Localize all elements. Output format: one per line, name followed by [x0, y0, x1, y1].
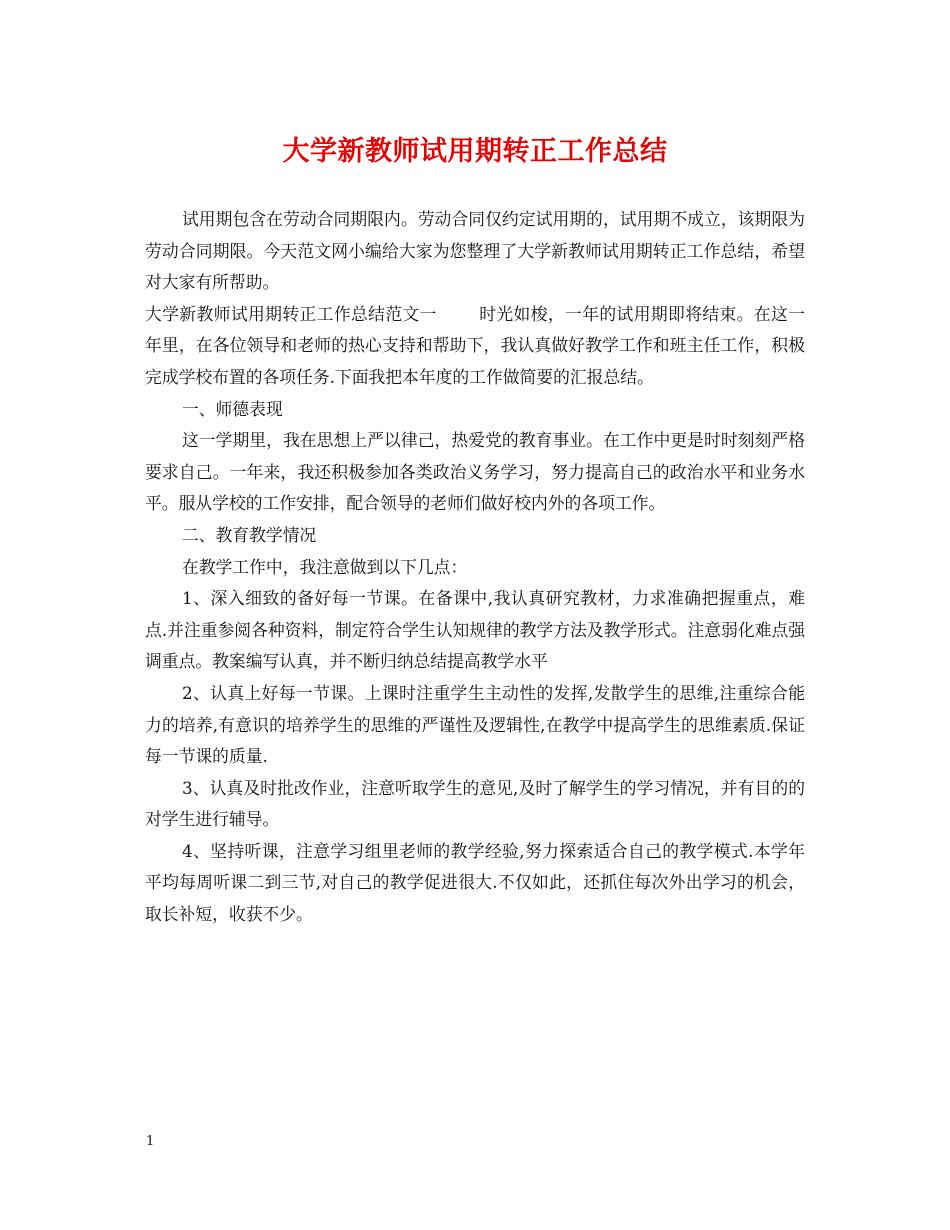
- paragraph-ethics: 这一学期里，我在思想上严以律己，热爱党的教育事业。在工作中更是时时刻刻严格要求自己。一年来，我还积极参加各类政治义务学习，努力提高自己的政治水平和业务水平。服从学校的工作安排，配合领导的老师们做好校内外的各项工作。: [145, 430, 805, 514]
- paragraph-teaching-intro: 在教学工作中，我注意做到以下几点：: [181, 556, 468, 577]
- section-heading-ethics: 一、师德表现: [181, 398, 283, 419]
- document-body: [145, 204, 805, 931]
- sample-heading: 大学新教师试用期转正工作总结范文一: [145, 303, 437, 324]
- paragraph-intro: 试用期包含在劳动合同期限内。劳动合同仅约定试用期的，试用期不成立，该期限为劳动合同期限。今天范文网小编给大家为您整理了大学新教师试用期转正工作总结，希望对大家有所帮助。: [145, 209, 805, 293]
- paragraph-point-2: 2、认真上好每一节课。上课时注重学生主动性的发挥,发散学生的思维,注重综合能力的培养,有意识的培养学生的思维的严谨性及逻辑性,在教学中提高学生的思维素质.保证每一节课的质量.: [145, 682, 805, 767]
- section-heading-teaching: 二、教育教学情况: [181, 524, 317, 545]
- document-title: 大学新教师试用期转正工作总结: [282, 136, 668, 167]
- paragraph-point-4: 4、坚持听课，注意学习组里老师的教学经验,努力探索适合自己的教学模式.本学年平均每周听课二到三节,对自己的教学促进很大.不仅如此，还抓住每次外出学习的机会，取长补短，收获不少。: [145, 840, 805, 925]
- paragraph-point-3: 3、认真及时批改作业，注意听取学生的意见,及时了解学生的学习情况，并有目的的对学生进行辅导。: [145, 777, 805, 830]
- page-number: 1: [146, 1134, 155, 1149]
- paragraph-point-1: 1、深入细致的备好每一节课。在备课中,我认真研究教材，力求准确把握重点，难点.并注重参阅各种资料，制定符合学生认知规律的教学方法及教学形式。注意弱化难点强调重点。教案编写认真，并不断归纳总结提高教学水平: [145, 588, 805, 672]
- paragraph-sample-one: [145, 299, 805, 394]
- sample-text: 时光如梭，一年的试用期即将结束。在这一年里，在各位领导和老师的热心支持和帮助下，我认真做好教学工作和班主任工作，积极完成学校布置的各项任务.下面我把本年度的工作做简要的汇报总结。: [145, 303, 805, 387]
